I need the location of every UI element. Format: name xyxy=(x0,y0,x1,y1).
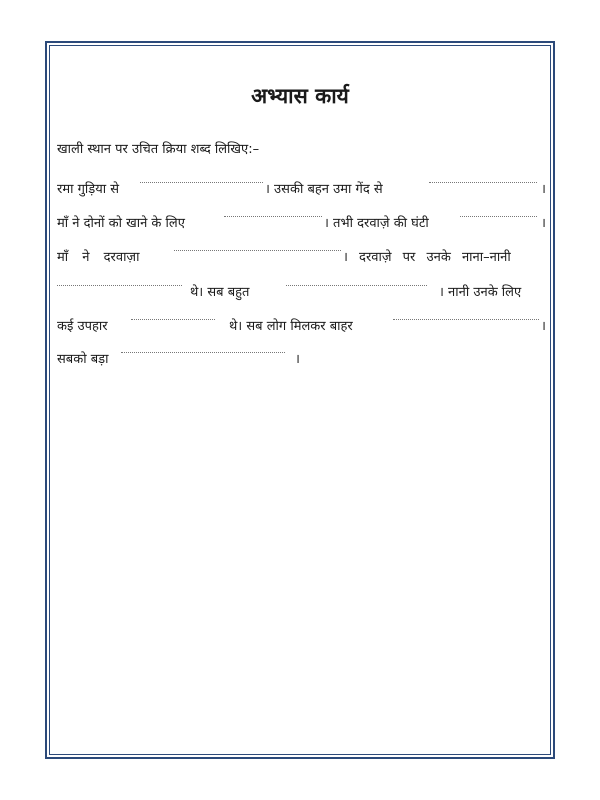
sentence-line-2 xyxy=(57,213,545,233)
text-segment: थे। सब बहुत xyxy=(190,285,250,300)
text-segment: । दरवाज़े पर उनके नाना–नानी xyxy=(343,250,511,265)
fill-blank-7[interactable] xyxy=(286,285,427,286)
sentence-line-6 xyxy=(57,349,545,369)
text-segment: रमा गुड़िया से xyxy=(57,182,120,197)
text-segment: कई उपहार xyxy=(57,319,108,334)
text-segment: । उसकी बहन उमा गेंद से xyxy=(265,182,383,197)
page-title: अभ्यास कार्य xyxy=(251,84,349,108)
sentence-line-4 xyxy=(57,282,545,302)
sentence-line-3 xyxy=(57,247,545,267)
fill-blank-3[interactable] xyxy=(224,216,322,217)
sentence-line-5 xyxy=(57,316,545,336)
text-segment: । नानी उनके लिए xyxy=(439,285,522,300)
sentence-line-1 xyxy=(57,179,545,199)
text-segment: माँ ने दोनों को खाने के लिए xyxy=(57,216,185,231)
text-segment: सबको बड़ा xyxy=(57,352,109,367)
text-segment: । xyxy=(541,216,546,231)
fill-blank-8[interactable] xyxy=(131,319,215,320)
instruction-text: खाली स्थान पर उचित क्रिया शब्द लिखिए:– xyxy=(57,142,260,157)
text-segment: माँ ने दरवाज़ा xyxy=(57,250,140,265)
fill-blank-6[interactable] xyxy=(57,285,182,286)
fill-blank-2[interactable] xyxy=(429,182,537,183)
text-segment: । xyxy=(541,319,546,334)
fill-blank-1[interactable] xyxy=(140,182,263,183)
text-segment: । तभी दरवाज़े की घंटी xyxy=(324,216,429,231)
fill-blank-4[interactable] xyxy=(460,216,537,217)
text-segment: थे। सब लोग मिलकर बाहर xyxy=(229,319,353,334)
fill-blank-9[interactable] xyxy=(393,319,539,320)
text-segment: । xyxy=(541,182,546,197)
text-segment: । xyxy=(295,352,300,367)
fill-blank-10[interactable] xyxy=(121,352,285,353)
fill-blank-5[interactable] xyxy=(174,250,341,251)
